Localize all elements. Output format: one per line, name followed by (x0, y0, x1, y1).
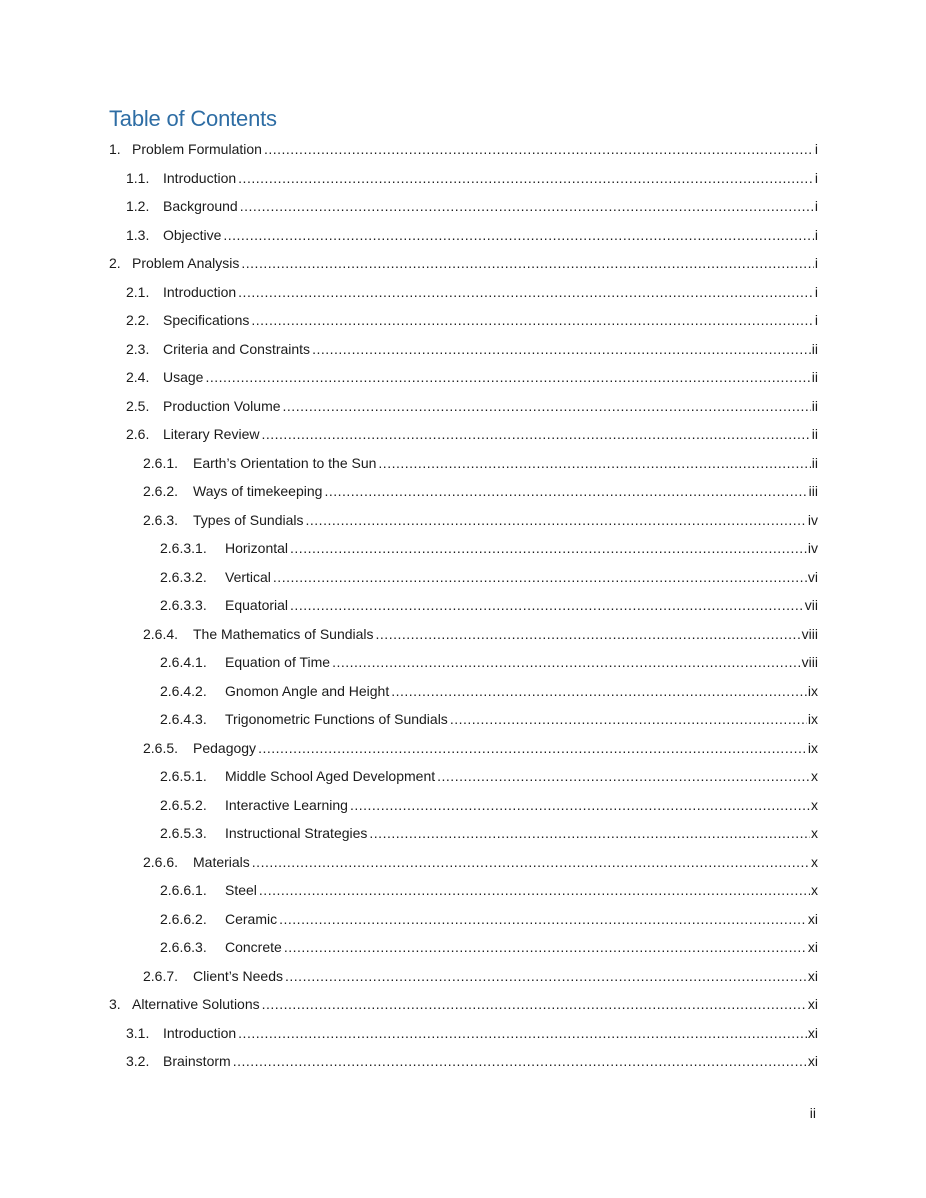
toc-dot-leader (312, 339, 811, 359)
toc-entry-number: 2.6.4.3. (160, 711, 207, 727)
toc-entry-title: Introduction (163, 1024, 237, 1041)
toc-entry-page: ii (811, 397, 818, 414)
toc-entry-page: viii (801, 654, 818, 670)
toc-entry-title: Middle School Aged Development (225, 768, 436, 784)
toc-entry-title: Pedagogy (193, 739, 257, 756)
toc-entry[interactable] (126, 282, 818, 302)
toc-dot-leader (369, 823, 810, 843)
toc-entry[interactable] (109, 139, 818, 159)
toc-entry-number: 2.4. (126, 369, 150, 385)
toc-entry-number: 2.6.6.2. (160, 910, 207, 927)
toc-entry-number: 2.6.2. (143, 483, 179, 499)
toc-dot-leader (437, 766, 810, 786)
toc-entry[interactable] (160, 652, 818, 672)
toc-entry-title: Earth’s Orientation to the Sun (193, 454, 377, 471)
toc-entry-number: 1. (109, 141, 121, 157)
toc-entry-title: Objective (163, 226, 222, 243)
toc-dot-leader (258, 738, 807, 758)
toc-entry-page: vi (807, 568, 818, 585)
toc-entry-title: Ceramic (225, 910, 278, 927)
toc-entry-title: Introduction (163, 283, 237, 300)
toc-entry-page: x (811, 768, 818, 784)
toc-entry-page: xi (807, 1053, 818, 1069)
toc-entry-title: Ways of timekeeping (193, 483, 323, 499)
toc-dot-leader (306, 510, 807, 530)
toc-entry-page: ii (811, 369, 818, 385)
toc-entry-page: x (811, 882, 818, 898)
toc-entry-title: Alternative Solutions (132, 996, 260, 1012)
toc-entry[interactable] (143, 966, 818, 986)
toc-entry-page: iv (807, 511, 818, 528)
toc-entry-title: Materials (193, 853, 250, 870)
toc-entry-title: Vertical (225, 568, 271, 585)
toc-entry-page: x (811, 796, 818, 813)
toc-entry[interactable] (160, 567, 818, 587)
toc-dot-leader (261, 424, 810, 444)
toc-entry[interactable] (143, 738, 818, 758)
toc-dot-leader (284, 937, 807, 957)
toc-entry-page: iv (807, 540, 818, 556)
toc-entry-number: 2.6.6.3. (160, 939, 207, 955)
toc-entry-number: 2. (109, 255, 121, 271)
toc-entry-number: 2.6.5.2. (160, 796, 207, 813)
toc-entry[interactable] (126, 196, 818, 216)
toc-entry-title: Trigonometric Functions of Sundials (225, 711, 448, 727)
toc-dot-leader (273, 567, 807, 587)
toc-entry-title: Brainstorm (163, 1053, 231, 1069)
toc-entry-page: i (814, 226, 818, 243)
toc-entry[interactable] (126, 396, 818, 416)
toc-entry[interactable] (160, 681, 818, 701)
toc-dot-leader (376, 624, 801, 644)
toc-entry-title: Types of Sundials (193, 511, 304, 528)
toc-entry-number: 2.6.6. (143, 853, 179, 870)
toc-title: Table of Contents (109, 106, 277, 131)
page-number: ii (809, 1105, 816, 1121)
toc-dot-leader (233, 1051, 807, 1071)
toc-entry-page: i (814, 312, 818, 328)
toc-entry-page: xi (807, 1024, 818, 1041)
toc-entry[interactable] (109, 253, 818, 273)
toc-dot-leader (264, 139, 814, 159)
toc-dot-leader (391, 681, 807, 701)
toc-dot-leader (262, 994, 807, 1014)
toc-entry-number: 2.3. (126, 340, 150, 357)
toc-entry-page: viii (801, 625, 818, 642)
toc-dot-leader (238, 168, 814, 188)
toc-entry[interactable] (126, 225, 818, 245)
toc-entry[interactable] (160, 880, 818, 900)
toc-entry-number: 2.6.4. (143, 625, 179, 642)
toc-entry[interactable] (160, 766, 818, 786)
toc-entry-title: Background (163, 198, 238, 214)
toc-entry-number: 3.2. (126, 1053, 150, 1069)
toc-dot-leader (241, 253, 813, 273)
toc-entry-title: Equation of Time (225, 654, 331, 670)
toc-dot-leader (279, 909, 807, 929)
toc-entry-title: Production Volume (163, 397, 281, 414)
toc-dot-leader (251, 310, 813, 330)
toc-entry-number: 2.5. (126, 397, 150, 414)
toc-entry-number: 2.6.1. (143, 454, 179, 471)
toc-entry-number: 2.6.4.2. (160, 682, 207, 699)
toc-entry-number: 2.2. (126, 312, 150, 328)
toc-entry-number: 2.1. (126, 283, 150, 300)
toc-entry[interactable] (160, 595, 818, 615)
toc-entry[interactable] (126, 168, 818, 188)
toc-dot-leader (283, 396, 811, 416)
toc-entry[interactable] (143, 481, 818, 501)
toc-entry-page: i (814, 255, 818, 271)
toc-entry-page: xi (807, 910, 818, 927)
toc-entry-title: Problem Formulation (132, 141, 262, 157)
toc-entry-title: Gnomon Angle and Height (225, 682, 390, 699)
toc-entry-title: The Mathematics of Sundials (193, 625, 374, 642)
toc-dot-leader (259, 880, 810, 900)
toc-entry-number: 1.1. (126, 169, 150, 186)
toc-dot-leader (240, 196, 814, 216)
toc-entry-number: 2.6. (126, 426, 150, 442)
toc-entry-title: Introduction (163, 169, 237, 186)
toc-entry-page: ix (807, 711, 818, 727)
toc-entry[interactable] (109, 994, 818, 1014)
toc-entry-page: ii (811, 426, 818, 442)
toc-entry-page: i (814, 169, 818, 186)
toc-entry[interactable] (143, 453, 818, 473)
toc-entry-number: 2.6.7. (143, 967, 179, 984)
toc-entry-page: i (814, 141, 818, 157)
toc-entry-title: Equatorial (225, 597, 289, 613)
toc-entry[interactable] (126, 310, 818, 330)
toc-entry-title: Horizontal (225, 540, 289, 556)
toc-entry[interactable] (160, 538, 818, 558)
toc-entry-number: 2.6.5. (143, 739, 179, 756)
toc-dot-leader (285, 966, 807, 986)
toc-entry[interactable] (160, 823, 818, 843)
toc-entry-title: Specifications (163, 312, 250, 328)
toc-entry-title: Usage (163, 369, 204, 385)
toc-dot-leader (332, 652, 801, 672)
toc-dot-leader (450, 709, 807, 729)
toc-dot-leader (290, 595, 804, 615)
toc-entry-number: 2.6.3.1. (160, 540, 207, 556)
toc-entry-page: ix (807, 739, 818, 756)
toc-entry[interactable] (143, 510, 818, 530)
toc-dot-leader (205, 367, 810, 387)
toc-dot-leader (238, 282, 814, 302)
toc-dot-leader (223, 225, 814, 245)
toc-entry-page: xi (807, 967, 818, 984)
toc-entry-title: Client’s Needs (193, 967, 284, 984)
toc-entry-number: 1.3. (126, 226, 150, 243)
toc-entry[interactable] (126, 367, 818, 387)
toc-entry-number: 2.6.3.2. (160, 568, 207, 585)
toc-dot-leader (324, 481, 807, 501)
toc-entry-number: 2.6.5.1. (160, 768, 207, 784)
toc-entry-page: iii (808, 483, 818, 499)
toc-entry-number: 2.6.3. (143, 511, 179, 528)
toc-entry-title: Instructional Strategies (225, 825, 368, 841)
toc-entry-page: xi (807, 939, 818, 955)
toc-entry-page: ii (811, 340, 818, 357)
toc-dot-leader (252, 852, 810, 872)
toc-entry[interactable] (160, 795, 818, 815)
toc-entry-page: i (814, 283, 818, 300)
toc-entry[interactable] (126, 339, 818, 359)
toc-entry[interactable] (126, 1023, 818, 1043)
toc-entry[interactable] (126, 424, 818, 444)
toc-entry-page: x (811, 825, 818, 841)
toc-entry-number: 1.2. (126, 198, 150, 214)
toc-entry[interactable] (160, 937, 818, 957)
toc-entry-title: Criteria and Constraints (163, 340, 311, 357)
toc-entry-title: Concrete (225, 939, 282, 955)
toc-dot-leader (238, 1023, 807, 1043)
toc-entry-number: 3. (109, 996, 121, 1012)
toc-entry-number: 3.1. (126, 1024, 150, 1041)
toc-entry-page: ix (807, 682, 818, 699)
toc-dot-leader (350, 795, 810, 815)
toc-entry-number: 2.6.3.3. (160, 597, 207, 613)
toc-entry-title: Steel (225, 882, 257, 898)
toc-entry-title: Problem Analysis (132, 255, 240, 271)
toc-entry-number: 2.6.5.3. (160, 825, 207, 841)
toc-entry[interactable] (126, 1051, 818, 1071)
toc-entry-page: vii (804, 597, 818, 613)
toc-entry[interactable] (143, 852, 818, 872)
toc-entry-title: Interactive Learning (225, 796, 348, 813)
toc-entry-number: 2.6.6.1. (160, 882, 207, 898)
toc-entry-number: 2.6.4.1. (160, 654, 207, 670)
toc-entry-page: ii (811, 454, 818, 471)
toc-entry-page: x (811, 853, 818, 870)
toc-dot-leader (378, 453, 810, 473)
toc-entry[interactable] (160, 709, 818, 729)
toc-entry-title: Literary Review (163, 426, 260, 442)
toc-entry-page: xi (807, 996, 818, 1012)
toc-entry-page: i (814, 198, 818, 214)
toc-entry[interactable] (143, 624, 818, 644)
toc-dot-leader (290, 538, 807, 558)
toc-entry[interactable] (160, 909, 818, 929)
